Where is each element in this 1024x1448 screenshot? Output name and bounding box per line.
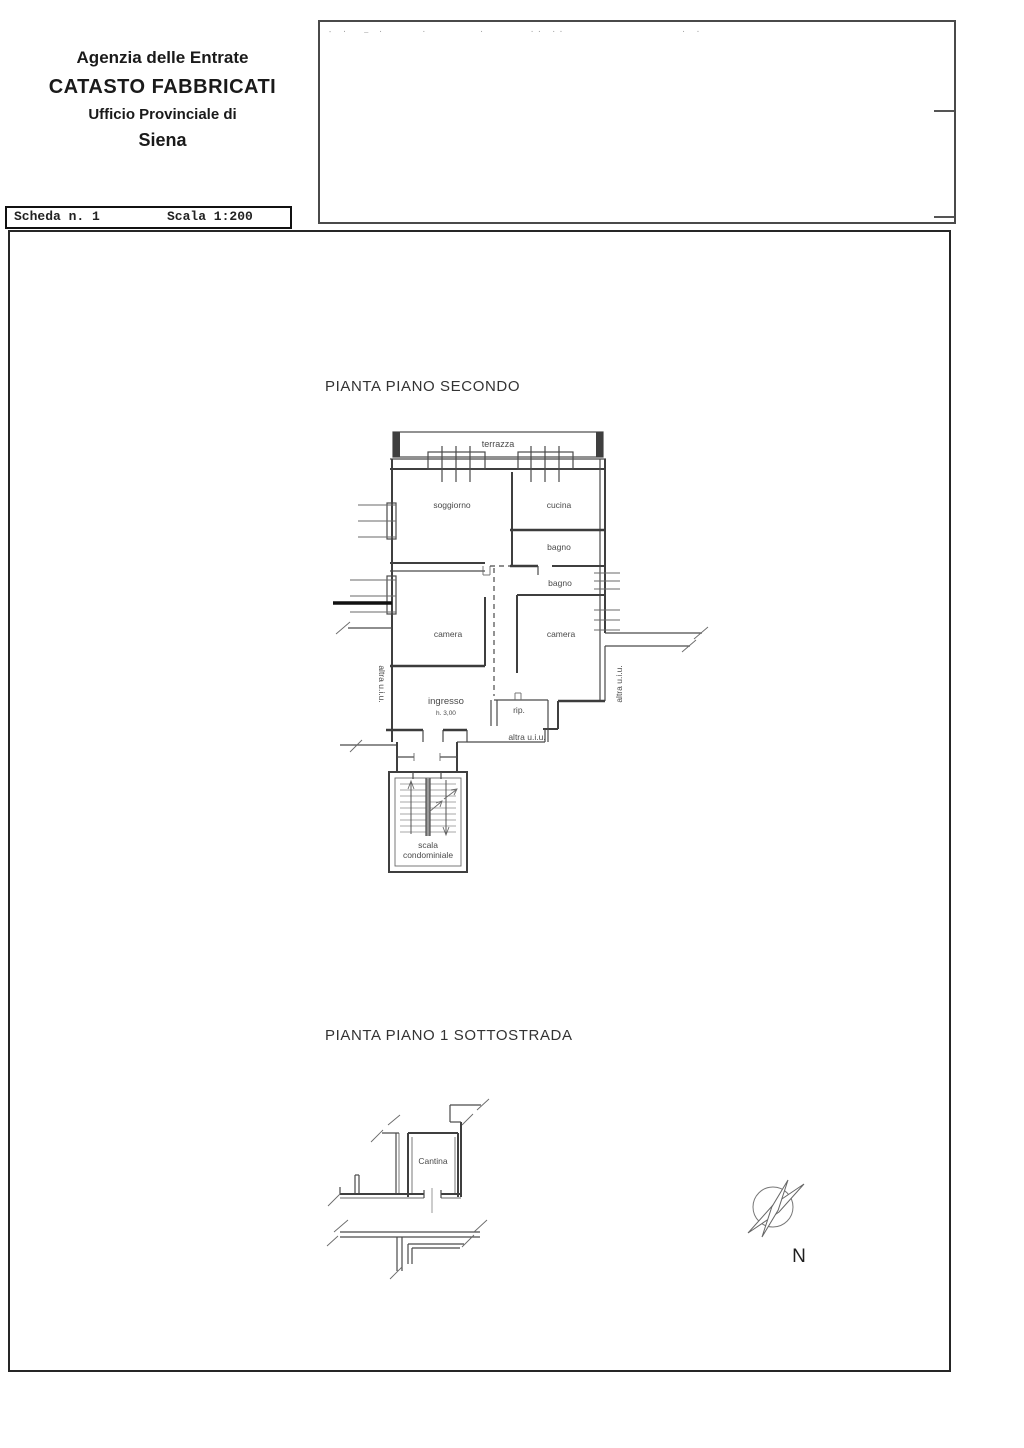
room-label-ingresso: ingresso (428, 696, 464, 707)
sheet-number: Scheda n. 1 (14, 209, 100, 224)
top-wall (390, 446, 606, 482)
room-label-bagno-2: bagno (548, 578, 572, 588)
room-label-soggiorno: soggiorno (433, 500, 471, 510)
label-altra-uiu-bottom: altra u.i.u. (508, 732, 546, 742)
compass-rose (748, 1180, 806, 1267)
label-altra-uiu-left: altra u.i.u. (377, 665, 387, 703)
stair-vestibule (397, 742, 457, 772)
floor2-plan (333, 432, 708, 872)
basement-plan-title: PIANTA PIANO 1 SOTTOSTRADA (325, 1027, 573, 1044)
label-altra-uiu-right: altra u.i.u. (614, 665, 624, 703)
staircase-label-line1: scala (418, 840, 438, 850)
faint-redacted-marks: ‐ · – · · · ·· ·· · · (328, 28, 704, 36)
north-label: N (792, 1246, 806, 1267)
room-label-bagno-1: bagno (547, 542, 571, 552)
scale-value: Scala 1:200 (167, 209, 253, 224)
cantina-walls (388, 1099, 489, 1197)
registry-title: CATASTO FABBRICATI (48, 76, 277, 98)
room-height-note: h. 3,00 (436, 710, 456, 717)
agency-name: Agenzia delle Entrate (76, 48, 249, 67)
room-label-rip: rip. (513, 705, 525, 715)
room-label-cucina: cucina (546, 500, 572, 510)
floor2-room-labels (377, 439, 624, 860)
room-label-camera-2: camera (546, 629, 576, 639)
room-label-terrazza: terrazza (481, 439, 515, 449)
right-wall (594, 459, 708, 701)
office-line: Ufficio Provinciale di (88, 106, 237, 123)
room-label-cantina: Cantina (418, 1156, 448, 1166)
basement-bottom-wall (328, 1187, 461, 1213)
basement-left-walls (355, 1130, 399, 1195)
floor2-plan-title: PIANTA PIANO SECONDO (325, 378, 521, 395)
room-label-camera-1: camera (433, 629, 463, 639)
basement-corridor (327, 1220, 487, 1279)
basement-plan (327, 1099, 489, 1279)
province-name: Siena (138, 130, 187, 150)
staircase-label-line2: condominiale (402, 850, 454, 860)
